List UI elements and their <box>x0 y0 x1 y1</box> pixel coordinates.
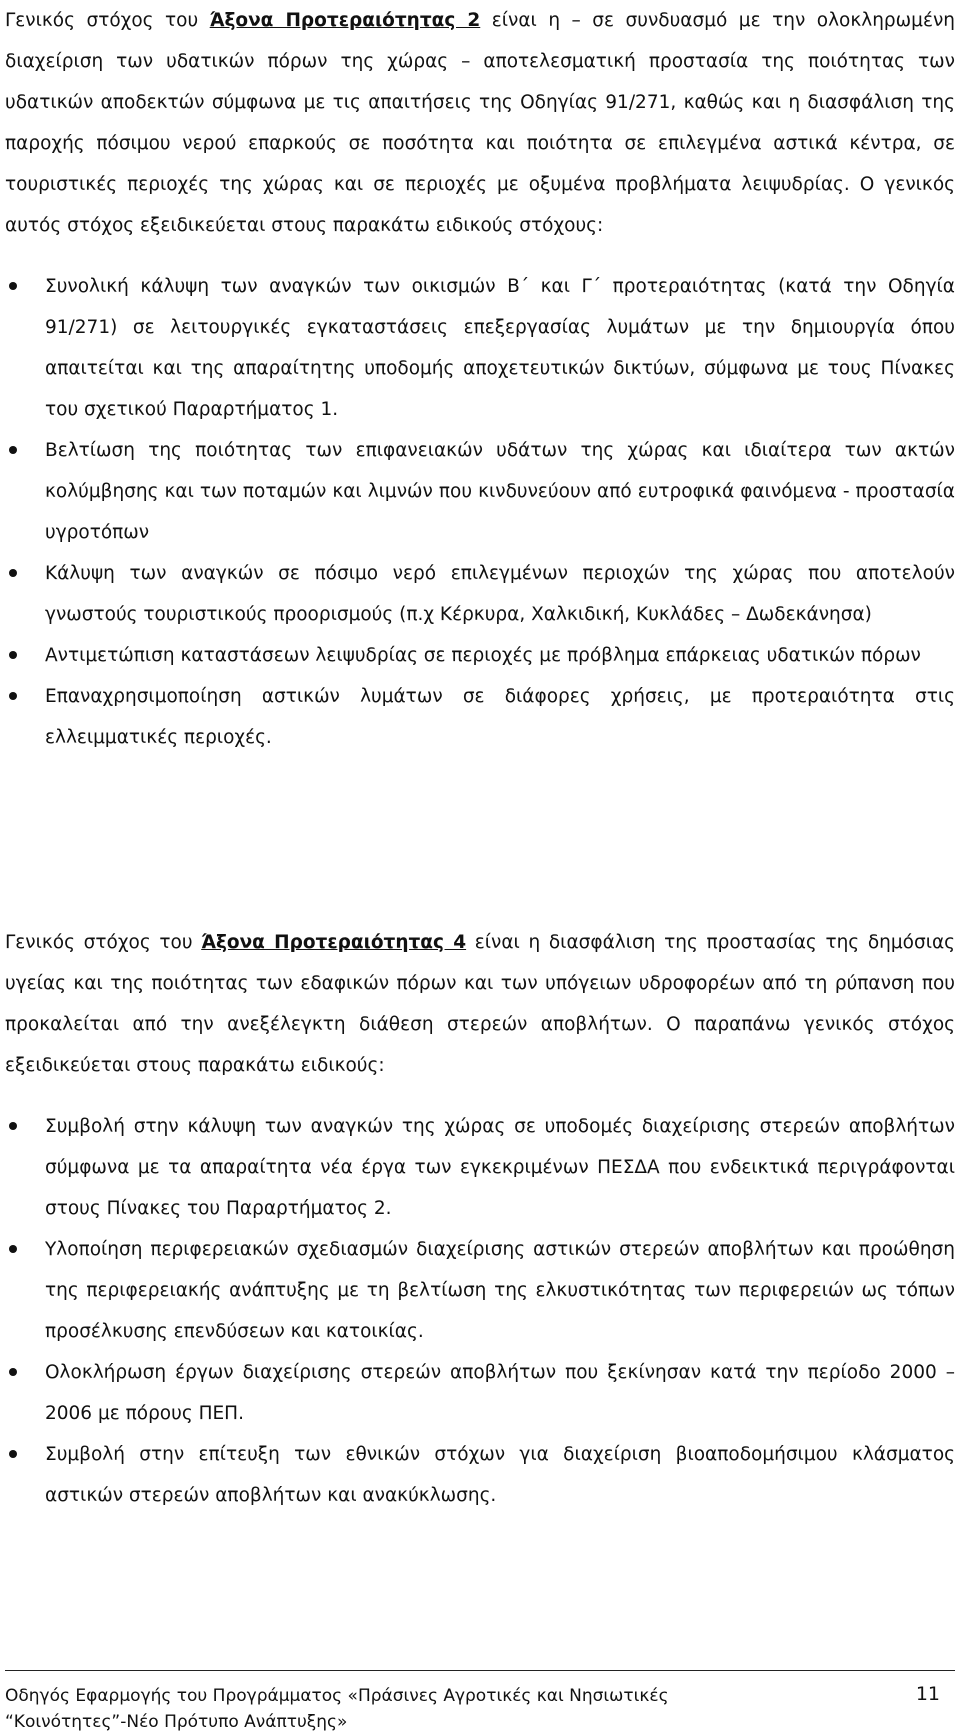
list-item-text: Επαναχρησιμοποίηση αστικών λυμάτων σε διάφορες χρήσεις, με προτεραιότητα στις ελλειμματικές περιοχές. <box>45 686 955 748</box>
list-item <box>5 1352 955 1434</box>
list-item <box>5 1229 955 1352</box>
bullet-icon <box>9 692 17 700</box>
section-intro-paragraph <box>5 0 955 246</box>
section-intro-paragraph <box>5 922 955 1086</box>
footer-line-1: Οδηγός Εφαρμογής του Προγράμματος «Πράσινες Αγροτικές και Νησιωτικές <box>5 1686 669 1706</box>
page-footer <box>5 1670 955 1736</box>
list-item-text: Συνολική κάλυψη των αναγκών των οικισμών Β΄ και Γ΄ προτεραιότητας (κατά την Οδηγία 91/271) σε λειτουργικές εγκαταστάσεις επεξεργασίας λυμάτων με την δημιουργία όπου απαιτείται και της απαραίτητης υποδομής αποχετευτικών δικτύων, σύμφωνα με τους Πίνακες του σχετικού Παραρτήματος 1. <box>45 276 955 420</box>
list-item <box>5 553 955 635</box>
bullet-icon <box>9 1245 17 1253</box>
list-item-text: Κάλυψη των αναγκών σε πόσιμο νερό επιλεγμένων περιοχών της χώρας που αποτελούν γνωστούς τουριστικούς προορισμούς (π.χ Κέρκυρα, Χαλκιδική, Κυκλάδες – Δωδεκάνησα) <box>45 563 955 625</box>
list-item <box>5 635 955 676</box>
list-item <box>5 1106 955 1229</box>
bullet-icon <box>9 651 17 659</box>
intro-text-start: Γενικός στόχος του <box>5 932 202 953</box>
objectives-list <box>5 1106 955 1516</box>
section-axis-4 <box>5 922 955 1516</box>
list-item-text: Ολοκλήρωση έργων διαχείρισης στερεών αποβλήτων που ξεκίνησαν κατά την περίοδο 2000 – 2006 με πόρους ΠΕΠ. <box>45 1362 955 1424</box>
list-item <box>5 676 955 758</box>
list-item-text: Συμβολή στην επίτευξη των εθνικών στόχων για διαχείριση βιοαποδομήσιμου κλάσματος αστικών στερεών αποβλήτων και ανακύκλωσης. <box>45 1444 955 1506</box>
footer-title <box>5 1683 845 1735</box>
list-item-text: Συμβολή στην κάλυψη των αναγκών της χώρας σε υποδομές διαχείρισης στερεών αποβλήτων σύμφωνα με τα απαραίτητα νέα έργα των εγκεκριμένων ΠΕΣΔΑ που ενδεικτικά περιγράφονται στους Πίνακες του Παραρτήματος 2. <box>45 1116 955 1219</box>
bullet-icon <box>9 1122 17 1130</box>
bullet-icon <box>9 282 17 290</box>
axis-heading-link: Άξονα Προτεραιότητας 2 <box>209 10 481 31</box>
list-item-text: Βελτίωση της ποιότητας των επιφανειακών υδάτων της χώρας και ιδιαίτερα των ακτών κολύμβησης και των ποταμών και λιμνών που κινδυνεύουν από ευτροφικά φαινόμενα - προστασία υγροτόπων <box>45 440 955 543</box>
footer-line-2: “Κοινότητες”-Νέο Πρότυπο Ανάπτυξης» <box>5 1712 348 1732</box>
intro-text-rest: είναι η – σε συνδυασμό με την ολοκληρωμένη διαχείριση των υδατικών πόρων της χώρας – αποτελεσματική προστασία της ποιότητας των υδατικών αποδεκτών σύμφωνα με τις απαιτήσεις της Οδηγίας 91/271, καθώς και η διασφάλιση της παροχής πόσιμου νερού επαρκούς σε ποσότητα και ποιότητα σε επιλεγμένα αστικά κέντρα, σε τουριστικές περιοχές της χώρας και σε περιοχές με οξυμένα προβλήματα λειψυδρίας. Ο γενικός αυτός στόχος εξειδικεύεται στους παρακάτω ειδικούς στόχους: <box>5 10 955 236</box>
list-item <box>5 1434 955 1516</box>
bullet-icon <box>9 1368 17 1376</box>
list-item <box>5 266 955 430</box>
list-item <box>5 430 955 553</box>
list-item-text: Αντιμετώπιση καταστάσεων λειψυδρίας σε περιοχές με πρόβλημα επάρκειας υδατικών πόρων <box>45 645 921 666</box>
list-item-text: Υλοποίηση περιφερειακών σχεδιασμών διαχείρισης αστικών στερεών αποβλήτων και προώθηση της περιφερειακής ανάπτυξης με τη βελτίωση της ελκυστικότητας των περιφερειών ως τόπων προσέλκυσης επενδύσεων και κατοικίας. <box>45 1239 955 1342</box>
bullet-icon <box>9 569 17 577</box>
intro-text-start: Γενικός στόχος του <box>5 10 210 31</box>
section-axis-2 <box>5 0 955 758</box>
intro-text-rest: είναι η διασφάλιση της προστασίας της δημόσιας υγείας και της ποιότητας των εδαφικών πόρων και των υπόγειων υδροφορέων από τη ρύπανση που προκαλείται από την ανεξέλεγκτη διάθεση στερεών αποβλήτων. Ο παραπάνω γενικός στόχος εξειδικεύεται στους παρακάτω ειδικούς: <box>5 932 956 1076</box>
bullet-icon <box>9 446 17 454</box>
objectives-list <box>5 266 955 758</box>
page-number: 11 <box>915 1683 940 1705</box>
bullet-icon <box>9 1450 17 1458</box>
axis-heading-link: Άξονα Προτεραιότητας 4 <box>201 932 467 953</box>
